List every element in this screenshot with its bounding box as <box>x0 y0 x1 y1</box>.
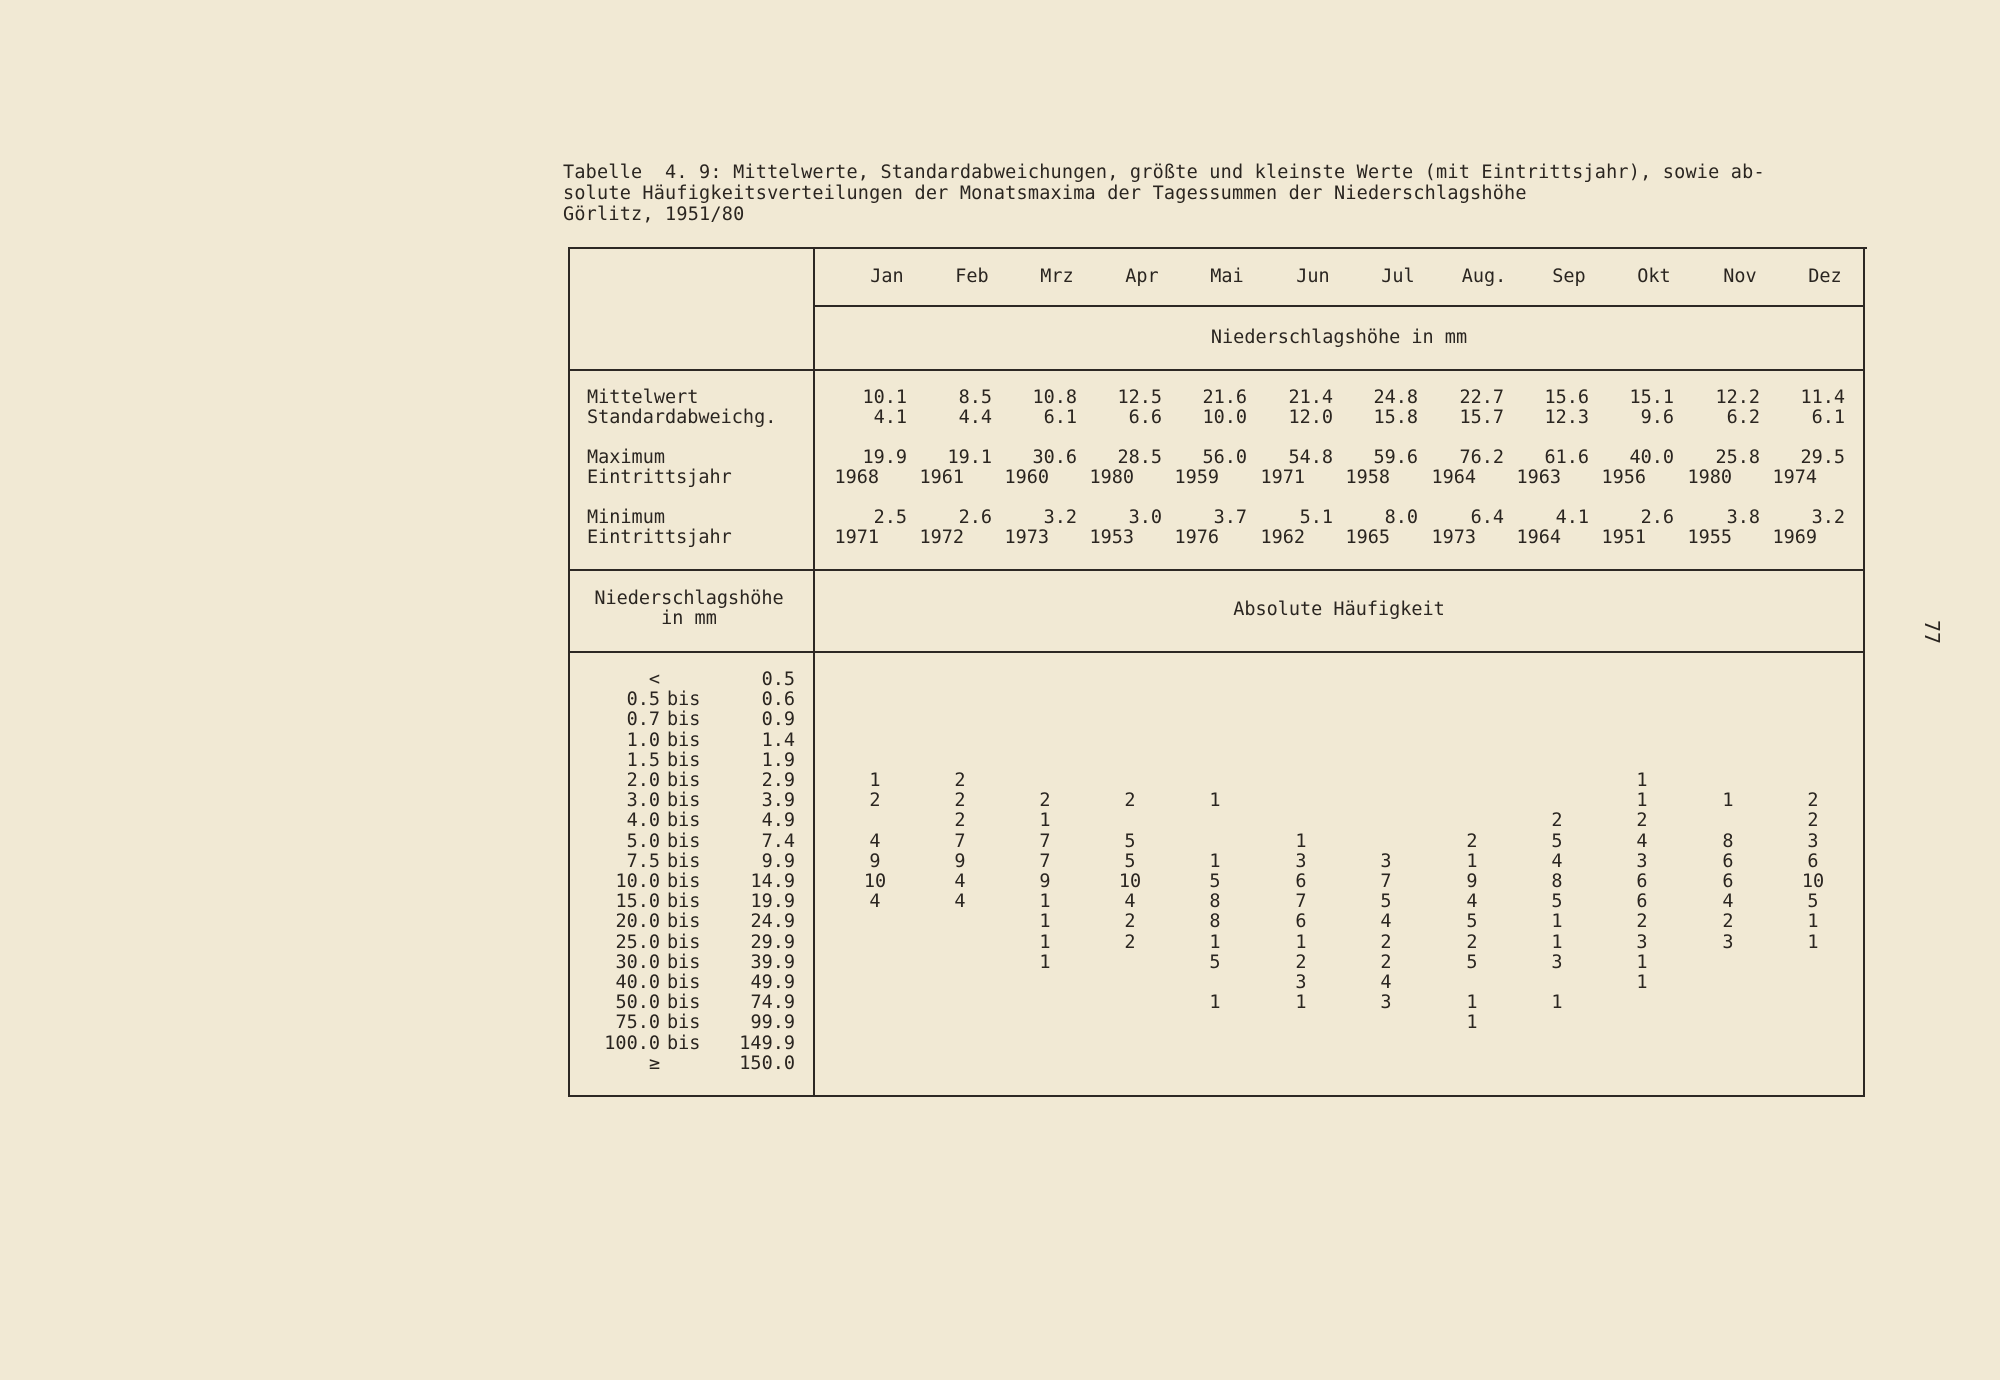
stat-cell-max: 29.5 <box>1800 447 1845 468</box>
stat-cell-min-year: 1964 <box>1516 527 1561 548</box>
frequency-cell: 5 <box>1551 831 1563 852</box>
stat-cell-min-year: 1962 <box>1260 527 1305 548</box>
month-header: Feb <box>955 266 989 287</box>
class-upper: 4.9 <box>761 810 795 831</box>
frequency-cell: 3 <box>1551 952 1563 973</box>
table-top-border <box>570 247 1867 249</box>
frequency-cell: 1 <box>1039 810 1051 831</box>
frequency-cell: 5 <box>1466 911 1478 932</box>
frequency-cell: 2 <box>1466 932 1478 953</box>
frequency-cell: 2 <box>1295 952 1307 973</box>
frequency-cell: 4 <box>954 891 966 912</box>
class-lower: 40.0 <box>615 972 660 993</box>
stat-cell-max: 25.8 <box>1715 447 1760 468</box>
frequency-cell: 2 <box>1124 932 1136 953</box>
frequency-cell: 6 <box>1722 871 1734 892</box>
class-upper: 3.9 <box>761 790 795 811</box>
stat-cell-max-year: 1971 <box>1260 467 1305 488</box>
stat-cell-std: 6.2 <box>1726 407 1760 428</box>
frequency-cell: 2 <box>1124 911 1136 932</box>
frequency-cell: 4 <box>1551 851 1563 872</box>
stat-cell-max-year: 1974 <box>1772 467 1817 488</box>
stat-cell-max-year: 1968 <box>834 467 879 488</box>
frequency-cell: 2 <box>954 790 966 811</box>
month-header: Dez <box>1808 266 1842 287</box>
frequency-cell: 1 <box>1551 992 1563 1013</box>
frequency-cell: 1 <box>1551 932 1563 953</box>
class-upper: 9.9 <box>761 851 795 872</box>
frequency-cell: 7 <box>1295 891 1307 912</box>
table-left-border <box>568 247 570 1097</box>
class-bis: bis <box>667 770 701 791</box>
stat-cell-min: 3.0 <box>1128 507 1162 528</box>
month-header: Sep <box>1552 266 1586 287</box>
freq-header-left-line-1: Niederschlagshöhe <box>594 588 784 609</box>
frequency-cell: 9 <box>954 851 966 872</box>
frequency-cell: 1 <box>1039 932 1051 953</box>
frequency-cell: 7 <box>1039 851 1051 872</box>
stat-cell-mean: 21.4 <box>1288 387 1333 408</box>
stat-cell-min-year: 1965 <box>1345 527 1390 548</box>
frequency-cell: 2 <box>1807 810 1819 831</box>
stat-cell-max-year: 1958 <box>1345 467 1390 488</box>
frequency-cell: 1 <box>1039 891 1051 912</box>
month-header: Apr <box>1125 266 1159 287</box>
stat-cell-min: 3.8 <box>1726 507 1760 528</box>
stat-cell-min: 8.0 <box>1384 507 1418 528</box>
class-lower: 1.5 <box>626 750 660 771</box>
stat-cell-max-year: 1980 <box>1687 467 1732 488</box>
frequency-cell: 2 <box>1380 932 1392 953</box>
frequency-cell: 2 <box>954 770 966 791</box>
class-upper: 49.9 <box>750 972 795 993</box>
stat-cell-min: 2.6 <box>1640 507 1674 528</box>
class-bis: bis <box>667 790 701 811</box>
stat-cell-max-year: 1961 <box>919 467 964 488</box>
class-bis: bis <box>667 750 701 771</box>
frequency-cell: 4 <box>1636 831 1648 852</box>
frequency-cell: 7 <box>1380 871 1392 892</box>
frequency-cell: 5 <box>1466 952 1478 973</box>
class-bis: bis <box>667 972 701 993</box>
stat-cell-std: 6.1 <box>1043 407 1077 428</box>
frequency-cell: 3 <box>1636 851 1648 872</box>
stat-cell-min-year: 1976 <box>1174 527 1219 548</box>
class-bis: bis <box>667 911 701 932</box>
frequency-cell: 5 <box>1807 891 1819 912</box>
month-header: Jun <box>1296 266 1330 287</box>
table-bottom-border <box>570 1095 1865 1097</box>
stat-cell-std: 10.0 <box>1202 407 1247 428</box>
class-bis: bis <box>667 689 701 710</box>
frequency-cell: 1 <box>1636 972 1648 993</box>
frequency-cell: 9 <box>1466 871 1478 892</box>
class-lower: 7.5 <box>626 851 660 872</box>
class-lower: 20.0 <box>615 911 660 932</box>
frequency-cell: 1 <box>1636 770 1648 791</box>
stat-cell-min: 2.5 <box>873 507 907 528</box>
stat-cell-max: 54.8 <box>1288 447 1333 468</box>
month-header: Jul <box>1381 266 1415 287</box>
frequency-cell: 1 <box>1636 790 1648 811</box>
stat-cell-min: 3.2 <box>1811 507 1845 528</box>
stat-cell-max-year: 1960 <box>1004 467 1049 488</box>
frequency-cell: 3 <box>1636 932 1648 953</box>
frequency-cell: 3 <box>1807 831 1819 852</box>
stat-label-max: Maximum <box>587 447 665 468</box>
frequency-cell: 1 <box>1807 911 1819 932</box>
class-bis: bis <box>667 891 701 912</box>
stat-cell-min-year: 1951 <box>1601 527 1646 548</box>
frequency-cell: 4 <box>1124 891 1136 912</box>
stat-cell-min: 3.7 <box>1213 507 1247 528</box>
stat-cell-min: 6.4 <box>1470 507 1504 528</box>
stat-cell-max: 40.0 <box>1629 447 1674 468</box>
frequency-cell: 5 <box>1209 952 1221 973</box>
class-upper: 24.9 <box>750 911 795 932</box>
frequency-cell: 2 <box>1039 790 1051 811</box>
month-header-divider <box>815 305 1865 307</box>
frequency-cell: 1 <box>1722 790 1734 811</box>
frequency-cell: 1 <box>1209 932 1221 953</box>
stat-cell-max: 30.6 <box>1032 447 1077 468</box>
frequency-cell: 2 <box>1124 790 1136 811</box>
class-upper: 0.6 <box>761 689 795 710</box>
frequency-cell: 3 <box>1295 972 1307 993</box>
stat-cell-max: 56.0 <box>1202 447 1247 468</box>
freq-header-left-line-2: in mm <box>661 608 717 629</box>
frequency-cell: 4 <box>869 891 881 912</box>
table-right-border <box>1863 247 1865 1097</box>
frequency-cell: 6 <box>1807 851 1819 872</box>
stat-cell-mean: 15.1 <box>1629 387 1674 408</box>
column-divider <box>813 247 815 1097</box>
frequency-cell: 1 <box>1039 952 1051 973</box>
frequency-cell: 8 <box>1722 831 1734 852</box>
class-lower: 2.0 <box>626 770 660 791</box>
frequency-cell: 2 <box>869 790 881 811</box>
frequency-cell: 4 <box>1466 891 1478 912</box>
class-bis: bis <box>667 709 701 730</box>
freq-header-left <box>574 589 804 629</box>
unit-header: Niederschlagshöhe in mm <box>1210 327 1468 348</box>
stat-cell-mean: 12.5 <box>1117 387 1162 408</box>
frequency-cell: 5 <box>1380 891 1392 912</box>
stat-cell-std: 9.6 <box>1640 407 1674 428</box>
stat-label-mean: Mittelwert <box>587 387 699 408</box>
class-upper: 0.9 <box>761 709 795 730</box>
frequency-cell: 5 <box>1124 831 1136 852</box>
stat-cell-max: 19.9 <box>862 447 907 468</box>
frequency-cell: 10 <box>863 871 887 892</box>
stat-cell-std: 12.0 <box>1288 407 1333 428</box>
frequency-cell: 2 <box>954 810 966 831</box>
stat-cell-mean: 12.2 <box>1715 387 1760 408</box>
frequency-cell: 1 <box>1466 851 1478 872</box>
stat-label-std: Standardabweichg. <box>587 407 777 428</box>
class-upper: 7.4 <box>761 831 795 852</box>
class-upper: 19.9 <box>750 891 795 912</box>
class-lower: 75.0 <box>615 1012 660 1033</box>
frequency-cell: 3 <box>1380 851 1392 872</box>
stat-cell-min: 3.2 <box>1043 507 1077 528</box>
stat-cell-max-year: 1963 <box>1516 467 1561 488</box>
stat-cell-max-year: 1964 <box>1431 467 1476 488</box>
frequency-cell: 6 <box>1722 851 1734 872</box>
class-lower: 5.0 <box>626 831 660 852</box>
class-lower: 25.0 <box>615 932 660 953</box>
class-lower: ≥ <box>648 1053 660 1074</box>
frequency-cell: 9 <box>869 851 881 872</box>
frequency-cell: 1 <box>1209 851 1221 872</box>
stat-cell-mean: 21.6 <box>1202 387 1247 408</box>
stat-cell-mean: 8.5 <box>958 387 992 408</box>
frequency-cell: 5 <box>1551 891 1563 912</box>
frequency-cell: 1 <box>1466 1012 1478 1033</box>
frequency-cell: 5 <box>1209 871 1221 892</box>
class-lower: < <box>648 669 660 690</box>
stat-cell-min-year: 1973 <box>1431 527 1476 548</box>
class-upper: 149.9 <box>739 1033 795 1054</box>
class-upper: 2.9 <box>761 770 795 791</box>
stat-cell-std: 4.1 <box>873 407 907 428</box>
stat-cell-mean: 15.6 <box>1544 387 1589 408</box>
frequency-cell: 1 <box>1295 992 1307 1013</box>
frequency-cell: 4 <box>1380 972 1392 993</box>
frequency-cell: 1 <box>1466 992 1478 1013</box>
frequency-cell: 4 <box>954 871 966 892</box>
class-upper: 1.9 <box>761 750 795 771</box>
stat-cell-std: 15.8 <box>1373 407 1418 428</box>
month-header: Aug. <box>1461 266 1507 287</box>
frequency-cell: 3 <box>1295 851 1307 872</box>
stat-cell-mean: 22.7 <box>1459 387 1504 408</box>
freq-header-divider <box>570 651 1865 653</box>
stat-cell-min-year: 1973 <box>1004 527 1049 548</box>
frequency-cell: 6 <box>1295 871 1307 892</box>
stat-cell-mean: 10.1 <box>862 387 907 408</box>
stat-label-min: Minimum <box>587 507 665 528</box>
class-lower: 4.0 <box>626 810 660 831</box>
frequency-cell: 7 <box>954 831 966 852</box>
class-lower: 0.7 <box>626 709 660 730</box>
frequency-cell: 1 <box>1295 831 1307 852</box>
stat-cell-min-year: 1972 <box>919 527 964 548</box>
frequency-cell: 4 <box>1380 911 1392 932</box>
stat-cell-std: 6.1 <box>1811 407 1845 428</box>
frequency-cell: 3 <box>1722 932 1734 953</box>
class-bis: bis <box>667 992 701 1013</box>
frequency-cell: 1 <box>869 770 881 791</box>
stat-cell-min-year: 1969 <box>1772 527 1817 548</box>
class-lower: 10.0 <box>615 871 660 892</box>
frequency-cell: 2 <box>1636 810 1648 831</box>
frequency-cell: 4 <box>1722 891 1734 912</box>
frequency-cell: 5 <box>1124 851 1136 872</box>
month-header: Mai <box>1210 266 1244 287</box>
frequency-cell: 4 <box>869 831 881 852</box>
frequency-cell: 2 <box>1551 810 1563 831</box>
stat-cell-min-year: 1953 <box>1089 527 1134 548</box>
class-bis: bis <box>667 831 701 852</box>
stat-cell-std: 4.4 <box>958 407 992 428</box>
class-lower: 3.0 <box>626 790 660 811</box>
caption-line-1: Tabelle 4. 9: Mittelwerte, Standardabweichungen, größte und kleinste Werte (mit Eintrittsjahr), sowie ab- <box>563 162 1765 183</box>
stat-cell-max-year: 1959 <box>1174 467 1219 488</box>
caption-line-3: Görlitz, 1951/80 <box>563 204 745 225</box>
frequency-cell: 2 <box>1636 911 1648 932</box>
stat-cell-max: 59.6 <box>1373 447 1418 468</box>
class-bis: bis <box>667 810 701 831</box>
class-upper: 14.9 <box>750 871 795 892</box>
frequency-cell: 6 <box>1636 891 1648 912</box>
frequency-cell: 8 <box>1209 891 1221 912</box>
stat-cell-max-year: 1980 <box>1089 467 1134 488</box>
stat-label-max-year: Eintrittsjahr <box>587 467 732 488</box>
frequency-cell: 2 <box>1466 831 1478 852</box>
class-upper: 0.5 <box>761 669 795 690</box>
month-header: Nov <box>1723 266 1757 287</box>
class-upper: 74.9 <box>750 992 795 1013</box>
stat-cell-mean: 11.4 <box>1800 387 1845 408</box>
class-bis: bis <box>667 851 701 872</box>
stat-cell-mean: 24.8 <box>1373 387 1418 408</box>
stat-cell-min: 4.1 <box>1555 507 1589 528</box>
freq-header-right: Absolute Häufigkeit <box>1233 599 1445 620</box>
class-upper: 39.9 <box>750 952 795 973</box>
frequency-cell: 6 <box>1636 871 1648 892</box>
class-upper: 29.9 <box>750 932 795 953</box>
stat-cell-std: 15.7 <box>1459 407 1504 428</box>
stat-cell-std: 12.3 <box>1544 407 1589 428</box>
stat-cell-min-year: 1955 <box>1687 527 1732 548</box>
class-lower: 0.5 <box>626 689 660 710</box>
month-header: Jan <box>870 266 904 287</box>
frequency-cell: 1 <box>1209 790 1221 811</box>
class-bis: bis <box>667 871 701 892</box>
stat-label-min-year: Eintrittsjahr <box>587 527 732 548</box>
class-bis: bis <box>667 1033 701 1054</box>
stat-cell-max: 19.1 <box>947 447 992 468</box>
class-bis: bis <box>667 730 701 751</box>
class-lower: 30.0 <box>615 952 660 973</box>
frequency-cell: 9 <box>1039 871 1051 892</box>
frequency-cell: 8 <box>1551 871 1563 892</box>
stat-cell-max: 76.2 <box>1459 447 1504 468</box>
frequency-cell: 1 <box>1551 911 1563 932</box>
frequency-cell: 2 <box>1380 952 1392 973</box>
header-bottom-divider <box>570 369 1865 371</box>
month-header: Okt <box>1637 266 1671 287</box>
stat-cell-max: 61.6 <box>1544 447 1589 468</box>
frequency-cell: 10 <box>1801 871 1825 892</box>
stat-cell-min: 5.1 <box>1299 507 1333 528</box>
frequency-cell: 6 <box>1295 911 1307 932</box>
frequency-cell: 1 <box>1807 932 1819 953</box>
frequency-cell: 1 <box>1209 992 1221 1013</box>
frequency-cell: 10 <box>1118 871 1142 892</box>
frequency-cell: 2 <box>1722 911 1734 932</box>
class-upper: 1.4 <box>761 730 795 751</box>
frequency-cell: 1 <box>1295 932 1307 953</box>
class-lower: 15.0 <box>615 891 660 912</box>
caption-line-2: solute Häufigkeitsverteilungen der Monatsmaxima der Tagessummen der Niederschlagshöhe <box>563 183 1527 204</box>
class-bis: bis <box>667 952 701 973</box>
month-header: Mrz <box>1040 266 1074 287</box>
stat-cell-max-year: 1956 <box>1601 467 1646 488</box>
frequency-cell: 8 <box>1209 911 1221 932</box>
class-upper: 150.0 <box>739 1053 795 1074</box>
frequency-cell: 1 <box>1636 952 1648 973</box>
class-lower: 50.0 <box>615 992 660 1013</box>
class-lower: 100.0 <box>604 1033 660 1054</box>
class-bis: bis <box>667 1012 701 1033</box>
page-number: 77 <box>1920 619 1945 645</box>
stat-cell-max: 28.5 <box>1117 447 1162 468</box>
stats-bottom-divider <box>570 569 1865 571</box>
class-upper: 99.9 <box>750 1012 795 1033</box>
stat-cell-min-year: 1971 <box>834 527 879 548</box>
frequency-cell: 7 <box>1039 831 1051 852</box>
frequency-cell: 3 <box>1380 992 1392 1013</box>
class-bis: bis <box>667 932 701 953</box>
stat-cell-min: 2.6 <box>958 507 992 528</box>
frequency-cell: 2 <box>1807 790 1819 811</box>
class-lower: 1.0 <box>626 730 660 751</box>
frequency-cell: 1 <box>1039 911 1051 932</box>
stat-cell-mean: 10.8 <box>1032 387 1077 408</box>
stat-cell-std: 6.6 <box>1128 407 1162 428</box>
